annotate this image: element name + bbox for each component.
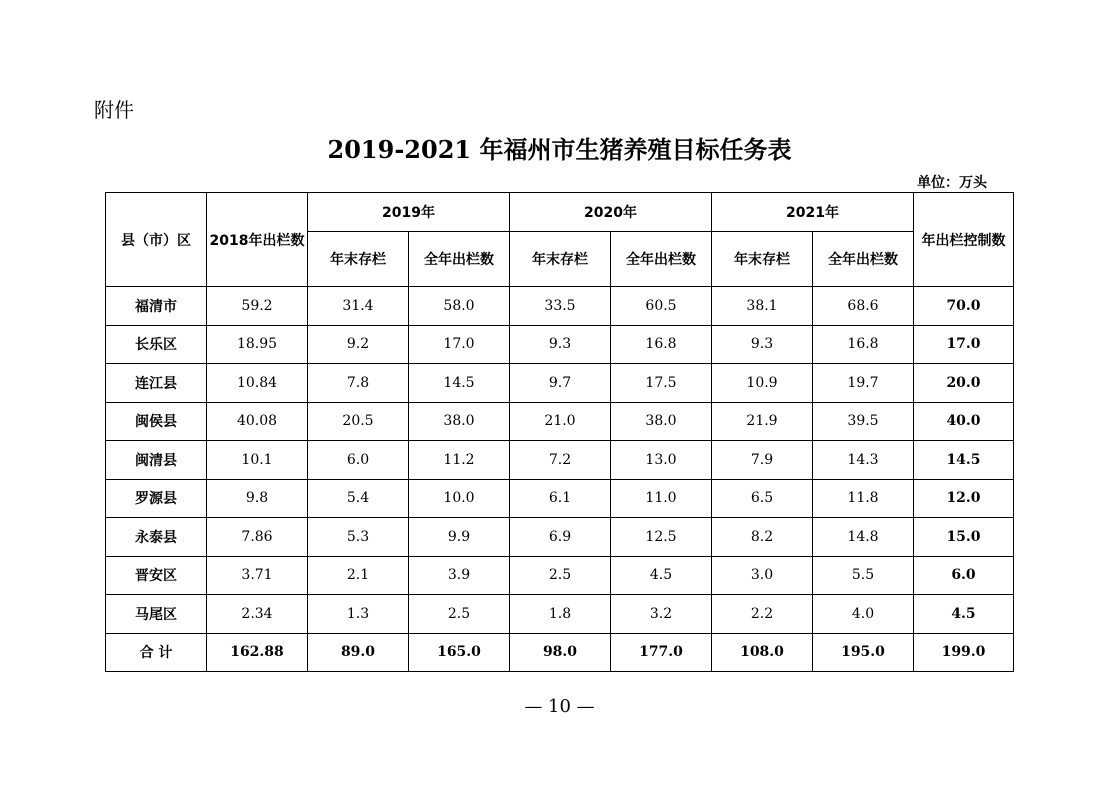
table-row	[106, 518, 1014, 557]
header-county: 县（市）区	[106, 193, 207, 287]
cell-o2019: 9.9	[409, 518, 510, 557]
cell-control: 40.0	[914, 402, 1014, 441]
cell-s2021: 6.5	[712, 479, 813, 518]
table-row	[106, 595, 1014, 634]
cell-o2021: 195.0	[813, 633, 914, 672]
cell-o2021: 4.0	[813, 595, 914, 634]
county-name: 马尾区	[106, 595, 207, 634]
cell-o2021: 16.8	[813, 325, 914, 364]
cell-o2019: 14.5	[409, 364, 510, 403]
cell-control: 12.0	[914, 479, 1014, 518]
cell-o2021: 11.8	[813, 479, 914, 518]
cell-control: 70.0	[914, 287, 1014, 326]
cell-s2020: 33.5	[510, 287, 611, 326]
cell-o2019: 38.0	[409, 402, 510, 441]
table-row	[106, 364, 1014, 403]
cell-o2020: 16.8	[611, 325, 712, 364]
cell-s2019: 1.3	[308, 595, 409, 634]
cell-s2020: 21.0	[510, 402, 611, 441]
cell-s2021: 10.9	[712, 364, 813, 403]
county-name: 晋安区	[106, 556, 207, 595]
header-2020-stock: 年末存栏	[510, 232, 611, 287]
cell-control: 14.5	[914, 441, 1014, 480]
page-number: — 10 —	[524, 696, 595, 717]
cell-o2020: 4.5	[611, 556, 712, 595]
header-control: 年出栏控制数	[914, 193, 1014, 287]
cell-o2020: 3.2	[611, 595, 712, 634]
cell-s2021: 38.1	[712, 287, 813, 326]
cell-v2018: 40.08	[207, 402, 308, 441]
cell-control: 15.0	[914, 518, 1014, 557]
county-name: 连江县	[106, 364, 207, 403]
cell-v2018: 162.88	[207, 633, 308, 672]
header-2018-output: 2018年出栏数	[207, 193, 308, 287]
county-name: 长乐区	[106, 325, 207, 364]
header-2019: 2019年	[308, 193, 510, 232]
cell-o2021: 5.5	[813, 556, 914, 595]
cell-o2020: 38.0	[611, 402, 712, 441]
cell-s2021: 3.0	[712, 556, 813, 595]
header-2020-output: 全年出栏数	[611, 232, 712, 287]
county-name: 合 计	[106, 633, 207, 672]
table-row	[106, 441, 1014, 480]
total-row	[106, 633, 1014, 672]
attachment-label: 附件	[94, 98, 134, 122]
header-2019-output: 全年出栏数	[409, 232, 510, 287]
table-row	[106, 479, 1014, 518]
header-2021-output: 全年出栏数	[813, 232, 914, 287]
cell-o2020: 12.5	[611, 518, 712, 557]
cell-o2021: 14.8	[813, 518, 914, 557]
cell-s2019: 89.0	[308, 633, 409, 672]
table-row	[106, 287, 1014, 326]
cell-o2021: 19.7	[813, 364, 914, 403]
county-name: 永泰县	[106, 518, 207, 557]
cell-o2020: 11.0	[611, 479, 712, 518]
cell-control: 6.0	[914, 556, 1014, 595]
cell-v2018: 7.86	[207, 518, 308, 557]
cell-control: 20.0	[914, 364, 1014, 403]
cell-o2019: 10.0	[409, 479, 510, 518]
cell-s2021: 8.2	[712, 518, 813, 557]
cell-o2019: 2.5	[409, 595, 510, 634]
cell-s2019: 5.3	[308, 518, 409, 557]
cell-o2020: 13.0	[611, 441, 712, 480]
table-row	[106, 556, 1014, 595]
county-name: 闽清县	[106, 441, 207, 480]
cell-s2019: 20.5	[308, 402, 409, 441]
cell-o2020: 177.0	[611, 633, 712, 672]
cell-o2021: 14.3	[813, 441, 914, 480]
header-2021-stock: 年末存栏	[712, 232, 813, 287]
county-name: 福清市	[106, 287, 207, 326]
cell-o2019: 3.9	[409, 556, 510, 595]
cell-o2019: 58.0	[409, 287, 510, 326]
cell-s2019: 31.4	[308, 287, 409, 326]
cell-v2018: 10.1	[207, 441, 308, 480]
cell-v2018: 18.95	[207, 325, 308, 364]
cell-s2021: 7.9	[712, 441, 813, 480]
header-2019-stock: 年末存栏	[308, 232, 409, 287]
cell-s2021: 108.0	[712, 633, 813, 672]
cell-v2018: 9.8	[207, 479, 308, 518]
cell-s2020: 9.3	[510, 325, 611, 364]
cell-o2021: 39.5	[813, 402, 914, 441]
cell-s2019: 2.1	[308, 556, 409, 595]
cell-s2021: 2.2	[712, 595, 813, 634]
cell-s2020: 2.5	[510, 556, 611, 595]
cell-control: 17.0	[914, 325, 1014, 364]
cell-s2019: 6.0	[308, 441, 409, 480]
page-title: 2019-2021 年福州市生猪养殖目标任务表	[327, 135, 792, 164]
cell-o2020: 17.5	[611, 364, 712, 403]
cell-v2018: 3.71	[207, 556, 308, 595]
cell-o2019: 11.2	[409, 441, 510, 480]
cell-s2021: 21.9	[712, 402, 813, 441]
cell-o2021: 68.6	[813, 287, 914, 326]
header-2020: 2020年	[510, 193, 712, 232]
cell-s2019: 5.4	[308, 479, 409, 518]
header-2021: 2021年	[712, 193, 914, 232]
cell-s2020: 98.0	[510, 633, 611, 672]
cell-s2020: 9.7	[510, 364, 611, 403]
cell-control: 199.0	[914, 633, 1014, 672]
cell-s2020: 6.9	[510, 518, 611, 557]
cell-v2018: 2.34	[207, 595, 308, 634]
cell-s2020: 6.1	[510, 479, 611, 518]
cell-o2020: 60.5	[611, 287, 712, 326]
cell-v2018: 59.2	[207, 287, 308, 326]
cell-o2019: 165.0	[409, 633, 510, 672]
cell-s2020: 1.8	[510, 595, 611, 634]
unit-label: 单位：万头	[917, 175, 987, 191]
target-table	[105, 192, 1014, 672]
table-row	[106, 402, 1014, 441]
cell-s2019: 9.2	[308, 325, 409, 364]
table-row	[106, 325, 1014, 364]
cell-control: 4.5	[914, 595, 1014, 634]
cell-v2018: 10.84	[207, 364, 308, 403]
cell-s2021: 9.3	[712, 325, 813, 364]
county-name: 罗源县	[106, 479, 207, 518]
county-name: 闽侯县	[106, 402, 207, 441]
cell-s2020: 7.2	[510, 441, 611, 480]
cell-o2019: 17.0	[409, 325, 510, 364]
cell-s2019: 7.8	[308, 364, 409, 403]
